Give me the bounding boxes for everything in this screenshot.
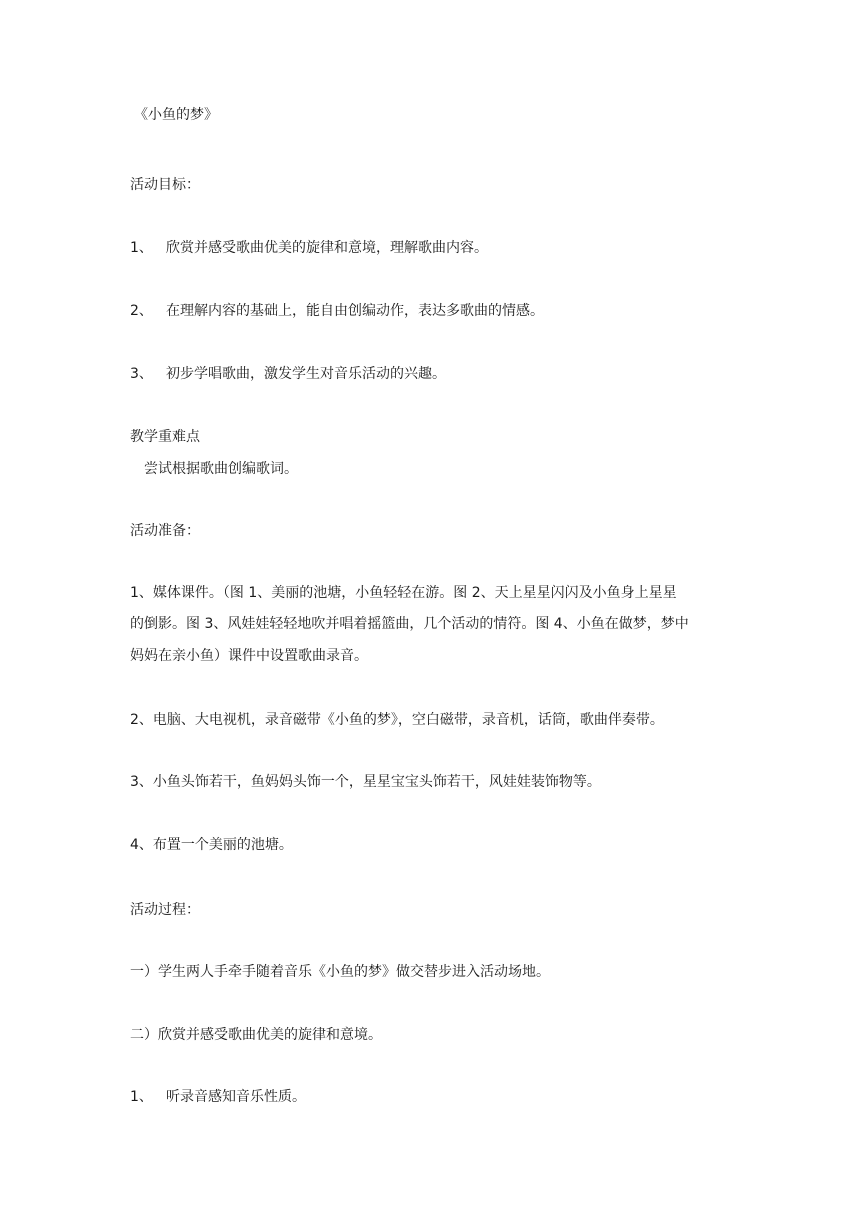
key-points-text: 尝试根据歌曲创编歌词。 [144, 461, 298, 477]
prep-heading: 活动准备： [130, 523, 200, 539]
goal-number: 3、 [130, 366, 153, 382]
goal-text: 欣赏并感受歌曲优美的旋律和意境，理解歌曲内容。 [166, 240, 488, 256]
key-points-heading: 教学重难点 [130, 429, 200, 445]
goal-number: 2、 [130, 303, 153, 319]
prep-item-3: 3、小鱼头饰若干，鱼妈妈头饰一个，星星宝宝头饰若干，风娃娃装饰物等。 [130, 774, 601, 790]
goal-text: 在理解内容的基础上，能自由创编动作，表达多歌曲的情感。 [166, 303, 544, 319]
process-step-2: 二）欣赏并感受歌曲优美的旋律和意境。 [130, 1027, 382, 1043]
goal-item-2 [130, 296, 544, 326]
document-title: 《小鱼的梦》 [134, 107, 218, 123]
prep-item-4: 4、布置一个美丽的池塘。 [130, 837, 293, 853]
prep-item-1-line-2: 的倒影。图 3、风娃娃轻轻地吹并唱着摇篮曲，几个活动的情符。图 4、小鱼在做梦，梦中 [130, 616, 689, 632]
goal-item-1 [130, 233, 488, 263]
process-step-1: 一）学生两人手牵手随着音乐《小鱼的梦》做交替步进入活动场地。 [130, 964, 550, 980]
goal-item-3 [130, 359, 446, 389]
substep-text: 听录音感知音乐性质。 [166, 1089, 306, 1105]
process-heading: 活动过程： [130, 902, 200, 918]
prep-item-1-line-1: 1、媒体课件。（图 1、美丽的池塘，小鱼轻轻在游。图 2、天上星星闪闪及小鱼身上星星 [130, 585, 677, 601]
goal-number: 1、 [130, 240, 153, 256]
goals-heading: 活动目标： [130, 177, 200, 193]
prep-item-1-line-3: 妈妈在亲小鱼）课件中设置歌曲录音。 [130, 648, 368, 664]
prep-item-2: 2、电脑、大电视机，录音磁带《小鱼的梦》，空白磁带，录音机，话筒，歌曲伴奏带。 [130, 712, 664, 728]
goal-text: 初步学唱歌曲，激发学生对音乐活动的兴趣。 [166, 366, 446, 382]
process-substep-1 [130, 1082, 306, 1112]
substep-number: 1、 [130, 1089, 153, 1105]
